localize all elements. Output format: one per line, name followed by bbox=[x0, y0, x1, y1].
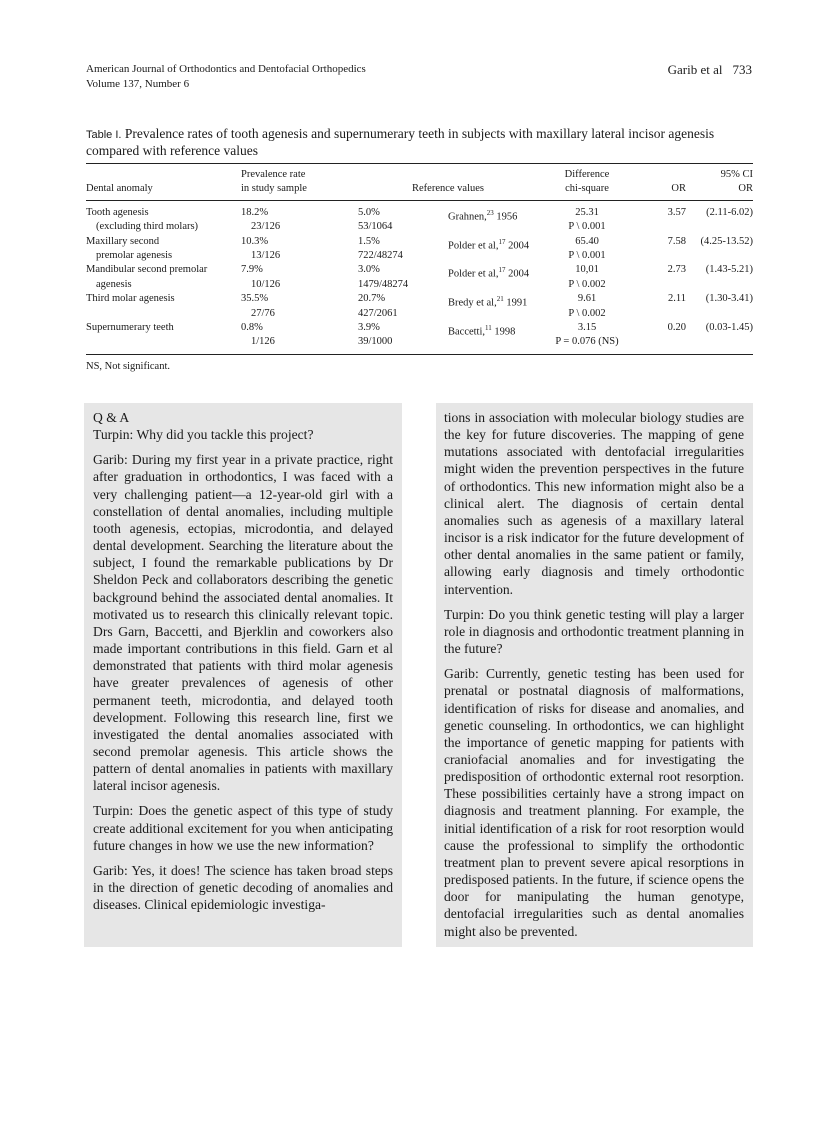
table-label: Table I. bbox=[86, 129, 122, 141]
page-info bbox=[668, 62, 752, 77]
table-row: Maxillary second premolar agenesis 10.3% 13/126 1.5% 722/48274 Polder et al,$^{17}$ 2004 65.40 P \ 0.001 7.58 (4.25-13.52) bbox=[86, 235, 753, 262]
col-dental-anomaly: Dental anomaly bbox=[86, 183, 153, 195]
table-body bbox=[86, 201, 753, 354]
journal-title: American Journal of Orthodontics and Dentofacial Orthopedics bbox=[86, 63, 366, 75]
qa-box-left bbox=[84, 403, 402, 947]
qa-answer-continued: tions in association with molecular biology studies are the key for future discoveries. The mapping of gene mutations associated with dentofacial irregularities might widen the prevention perspectives in the future of orthodontics. This new information might also be a clinical alert. The diagnosis of certain dental anomalies such as agenesis of a maxillary lateral incisor is a risk indicator for the future development of other dental anomalies in the same patient or family, allowing early diagnosis and timely orthodontic intervention. bbox=[444, 410, 744, 597]
page-number: 733 bbox=[732, 62, 752, 77]
table-bottom-rule bbox=[86, 354, 753, 355]
qa-answer: Garib: Yes, it does! The science has taken broad steps in the direction of genetic decoding of anomalies and diseases. Clinical epidemiologic investiga- bbox=[93, 862, 393, 913]
col-reference-values: Reference values bbox=[412, 183, 484, 195]
table-header-row bbox=[86, 164, 753, 200]
table-1 bbox=[86, 126, 753, 372]
table-footnote: NS, Not significant. bbox=[86, 360, 170, 372]
table-row: Supernumerary teeth 0.8% 1/126 3.9% 39/1000 Baccetti,$^{11}$ 1998 3.15 P = 0.076 (NS) 0.20 (0.03-1.45) bbox=[86, 322, 753, 348]
table-row: Third molar agenesis 35.5% 27/76 20.7% 427/2061 Bredy et al,$^{21}$ 1991 9.61 P \ 0.002 2.11 (1.30-3.41) bbox=[86, 293, 753, 319]
col-or: OR bbox=[671, 183, 686, 195]
col-difference: Difference chi-square bbox=[564, 169, 610, 195]
journal-info bbox=[86, 62, 366, 92]
qa-box-right bbox=[436, 403, 753, 947]
table-caption-text: Prevalence rates of tooth agenesis and supernumerary teeth in subjects with maxillary lateral incisor agenesis compared with reference values bbox=[86, 126, 715, 158]
running-authors: Garib et al bbox=[667, 62, 723, 77]
table-row: Tooth agenesis (excluding third molars) 18.2% 23/126 5.0% 53/1064 Grahnen,$^{23}$ 1956 25.31 P \ 0.001 3.57 (2.11-6.02) bbox=[86, 206, 753, 233]
col-prevalence: Prevalence rate in study sample bbox=[241, 169, 307, 195]
qa-question: Turpin: Do you think genetic testing will play a larger role in diagnosis and orthodontic treatment planning in the future? bbox=[444, 606, 744, 657]
table-caption bbox=[86, 126, 753, 159]
qa-title: Q & A bbox=[93, 410, 130, 425]
qa-answer: Garib: Currently, genetic testing has been used for prenatal or postnatal diagnosis of malformations, identification of risks for disease and anomalies, and genetic counseling. In orthodontics, we can highlight the importance of genetic mapping for patients with craniofacial anomalies and for investigating the predisposition of orthodontic external root resorption. These possibilities certainly have a strong impact on diagnosis and treatment planning. For example, the initial identification of a risk for root resorption would cause the professional to simplify the orthodontic treatment plan to prevent severe apical resorptions in predisposed patients. In the future, if science opens the door for manipulating the human genotype, dentofacial irregularities such as dental anomalies might also be prevented. bbox=[444, 666, 744, 939]
col-ci: 95% CI OR bbox=[720, 169, 753, 195]
qa-question: Turpin: Does the genetic aspect of this type of study create additional excitement for you when anticipating future changes in how we use the new information? bbox=[93, 803, 393, 853]
prevalence-table bbox=[86, 164, 753, 354]
qa-question: Turpin: Why did you tackle this project? bbox=[93, 427, 314, 443]
table-row: Mandibular second premolar agenesis 7.9% 10/126 3.0% 1479/48274 Polder et al,$^{17}$ 2004 10,01 P \ 0.002 2.73 (1.43-5.21) bbox=[86, 264, 753, 290]
journal-volume: Volume 137, Number 6 bbox=[86, 78, 190, 90]
qa-answer: Garib: During my first year in a private practice, right after graduation in orthodontics, I was faced with a very challenging patient—a 12-year-old girl with a constellation of dental anomalies, including multiple tooth agenesis, ectopias, microdontia, and delayed dental development. Searching the literature about the subject, I found the remarkable publications by Dr Sheldon Peck and collaborators describing the genetic background behind the associated dental anomalies. It motivated us to research this clinically relevant topic. Drs Garn, Baccetti, and Bjerklin and coworkers also made important contributions in this field. Garn et al demonstrated that patients with third molar agenesis have greater prevalences of agenesis of other permanent teeth, microdontia, and delayed tooth development. Following this research line, first we investigated the dental anomalies associated with second premolar agenesis. This article shows the pattern of dental anomalies in patients with maxillary lateral incisor agenesis. bbox=[93, 452, 393, 794]
